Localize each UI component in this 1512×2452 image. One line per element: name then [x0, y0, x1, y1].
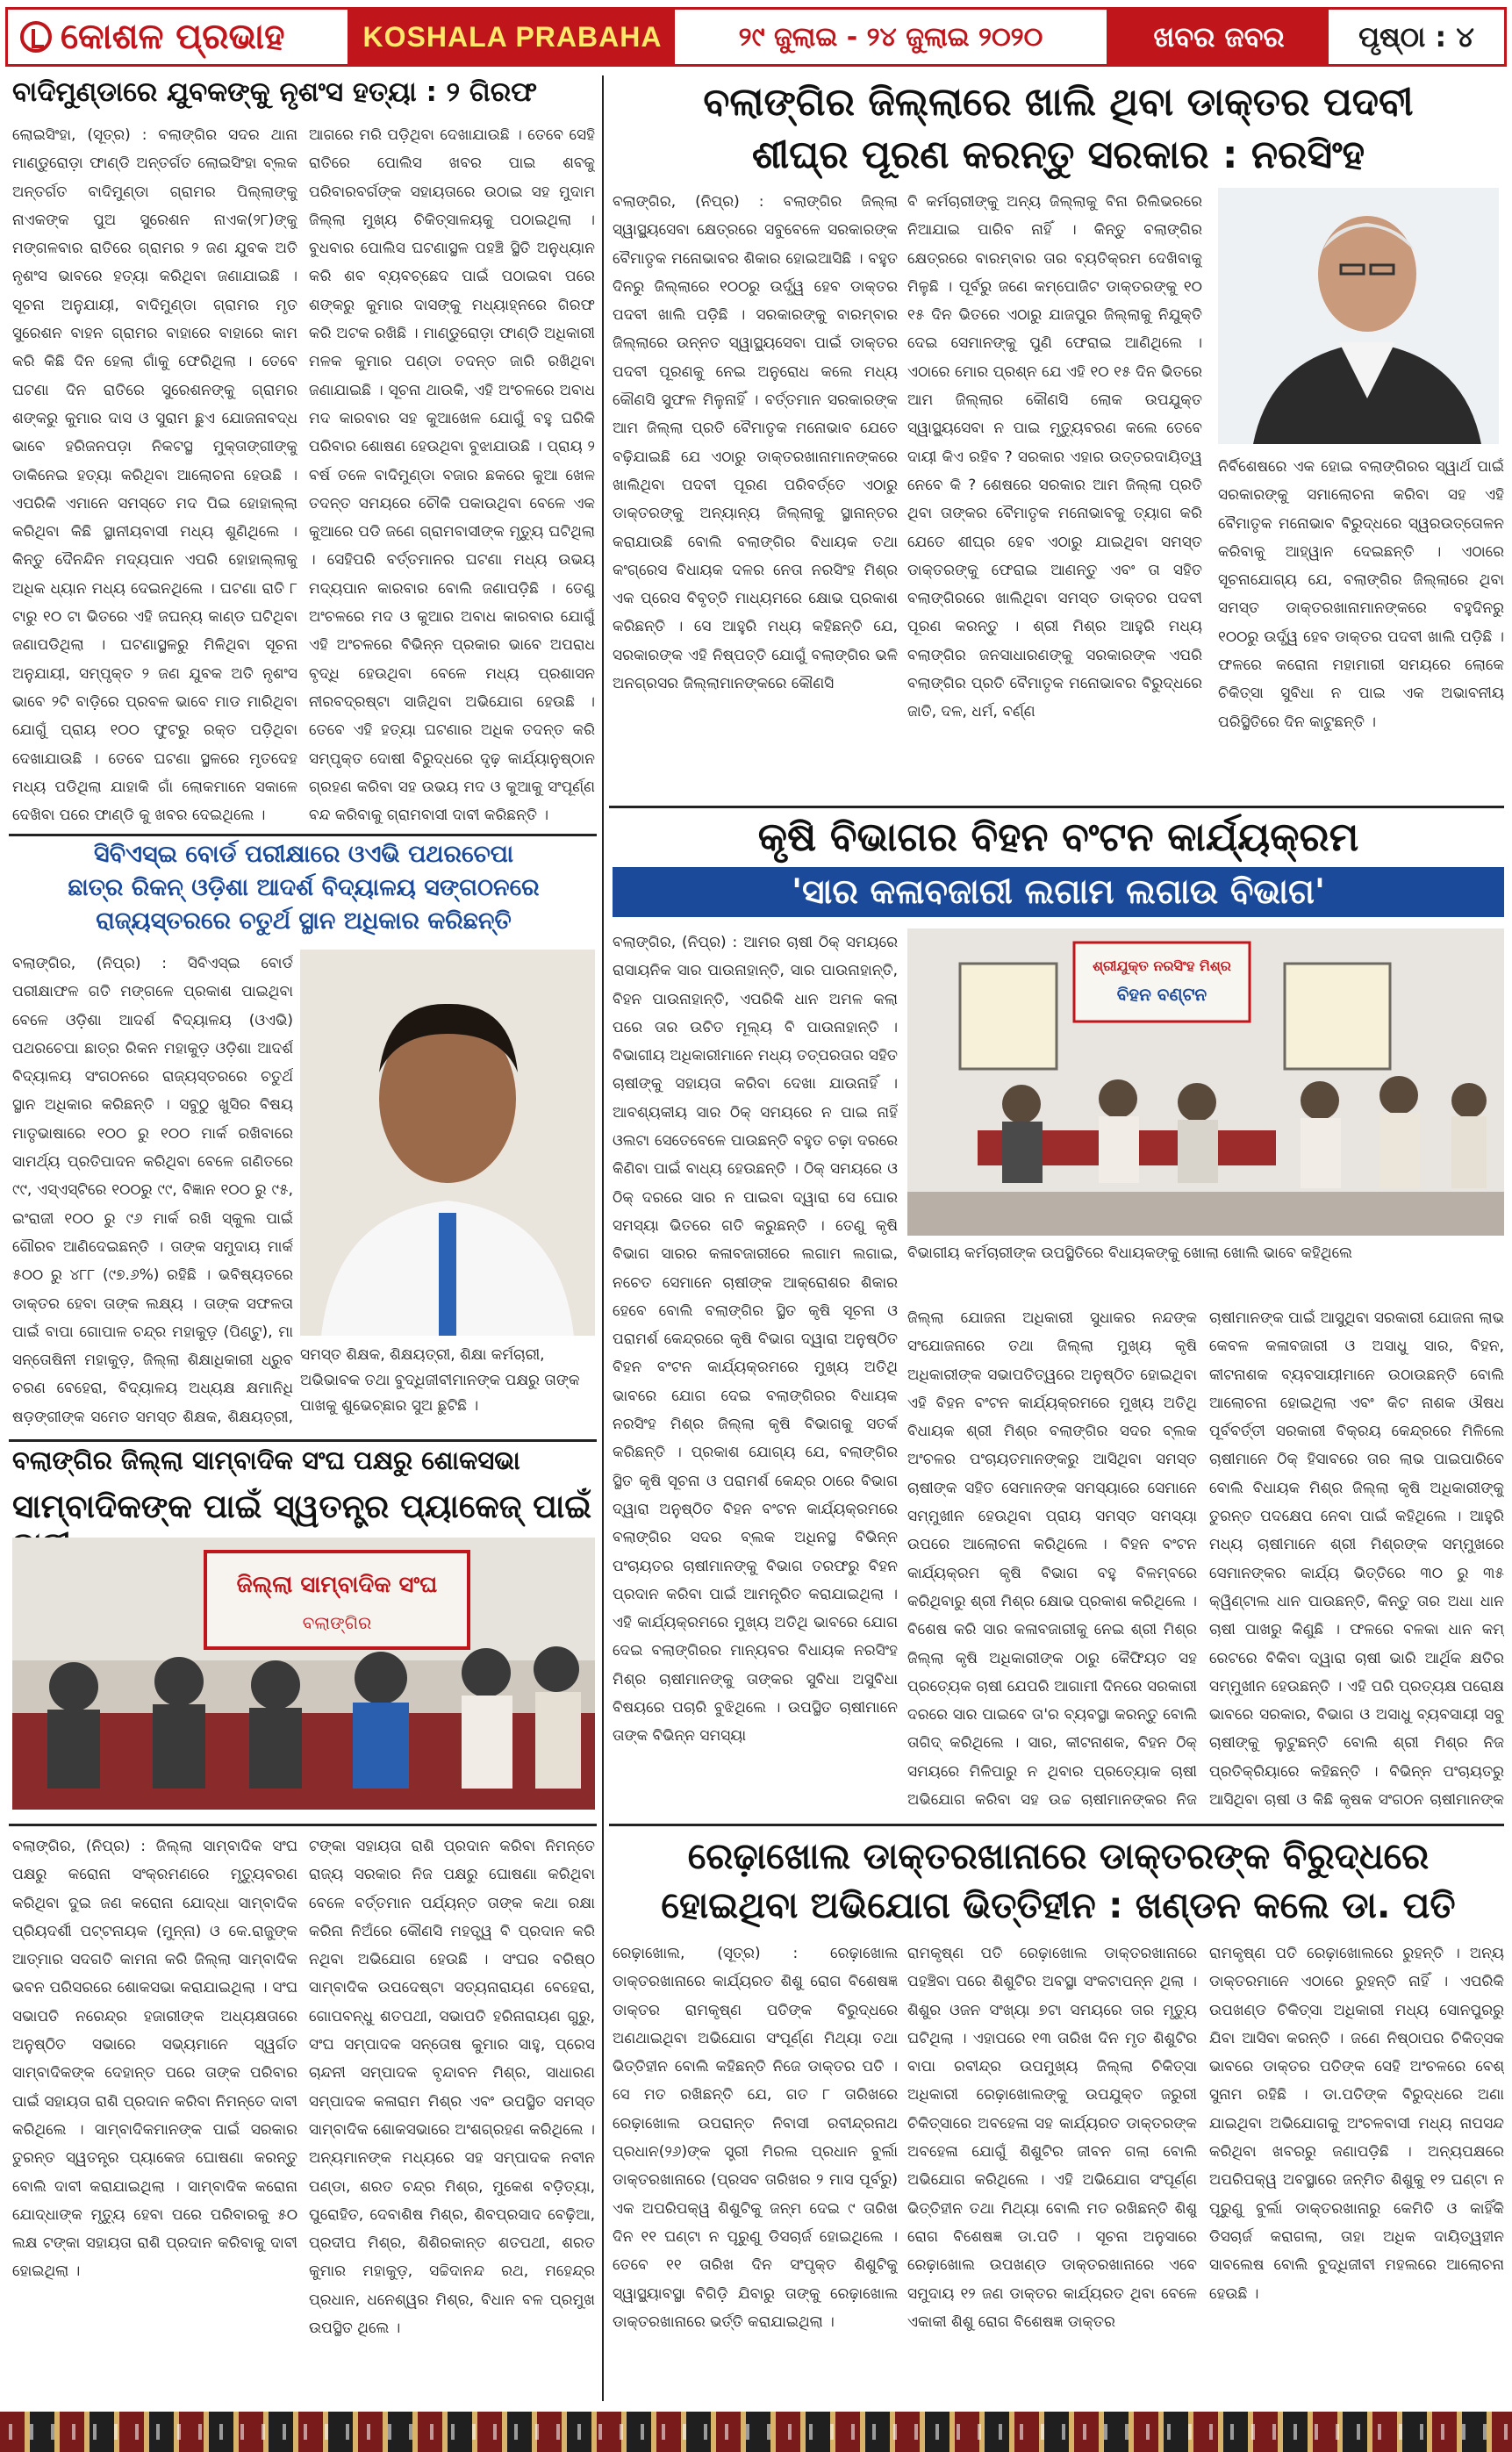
section-rule	[9, 834, 597, 836]
cbse-headline-line2: ଛାତ୍ର ରିକନ୍ ଓଡ଼ିଶା ଆଦର୍ଶ ବିଦ୍ୟାଳୟ ସଙ୍ଗଠନରେ	[68, 874, 540, 901]
photo-banner-line2: ବିହନ ବଣ୍ଟନ	[1116, 984, 1207, 1005]
section-rule	[9, 1439, 597, 1442]
condolence-meeting-photo	[12, 1538, 595, 1810]
reply-body-col3: ରାମକୃଷ୍ଣ ପତି ରେଢ଼ାଖୋଲରେ ରୁହନ୍ତି । ଅନ୍ୟ ଡାକ୍ତରମାନେ ଏଠାରେ ରୁହନ୍ତି ନାହିଁ । ଏପରିକି ଉପଖଣ୍ଡ ଚିକିତ୍ସା ଅଧିକାରୀ ମଧ୍ୟ ସୋନପୁରରୁ ଯିବା ଆସିବା କରନ୍ତି । ଜଣେ ନିଷ୍ଠାପର ଚିକିତ୍ସକ ଭାବରେ ଡାକ୍ତର ପତିଙ୍କ ସେହି ଅଂଚଳରେ ବେଶ୍ ସୁନାମ ରହିଛି । ଡା.ପତିଙ୍କ ବିରୁଦ୍ଧରେ ଅଣା ଯାଇଥିବା ଅଭିଯୋଗକୁ ଅଂଚଳବାସୀ ମଧ୍ୟ ନାପସନ୍ଦ କରିଥିବା ଖବରରୁ ଜଣାପଡ଼ିଛି । ଅନ୍ୟପକ୍ଷରେ ଅପରିପକ୍ୱ ଅବସ୍ଥାରେ ଜନ୍ମିତ ଶିଶୁକୁ ୧୨ ଘଣ୍ଟା ନ ପୂରୁଣୁ ବୁର୍ଲା ଡାକ୍ତରଖାନାରୁ କେମିତି ଓ କାହିଁକି ଡିସଚାର୍ଜ କରାଗଲା, ତାହା ଅଧିକ ଦାୟିତ୍ୱହୀନ ସାବଲେଷ ବୋଲି ବୁଦ୍ଧିଜୀବୀ ମହଲରେ ଆଲୋଚନା ହେଉଛି ।	[1209, 1945, 1504, 2303]
cbse-body: ବଲାଙ୍ଗିର, (ନିପ୍ର) : ସିବିଏସ୍‌ଇ ବୋର୍ଡ ପରୀକ୍ଷାଫଳ ଗତି ମଙ୍ଗଳେ ପ୍ରକାଶ ପାଇଥିବା ବେଳେ ଓଡ଼ିଶା ଆଦର୍ଶ ବିଦ୍ୟାଳୟ (ଓଏଭି) ପଥରଚେପା ଛାତ୍ର ରିକନ ମହାକୁଡ଼ ଓଡ଼ିଶା ଆଦର୍ଶ ବିଦ୍ୟାଳୟ ସଂଗଠନରେ ରାଜ୍ୟସ୍ତରରେ ଚତୁର୍ଥ ସ୍ଥାନ ଅଧିକାର କରିଛନ୍ତି । ସବୁଠୁ ଖୁସିର ବିଷୟ ମାତୃଭାଷାରେ ୧୦୦ ରୁ ୧୦୦ ମାର୍କ ରଖିବାରେ ସାମର୍ଥ୍ୟ ପ୍ରତିପାଦନ କରିଥିବା ବେଳେ ଗଣିତରେ ୯୯, ଏସ୍‌ଏସ୍‌ଟିରେ ୧୦୦ରୁ ୯୯, ବିଜ୍ଞାନ ୧୦୦ ରୁ ୯୫, ଇଂରାଜୀ ୧୦୦ ରୁ ୯୬ ମାର୍କ ରଖି ସ୍କୁଲ ପାଇଁ ଗୌରବ ଆଣିଦେଇଛନ୍ତି । ତାଙ୍କ ସମୁଦାୟ ମାର୍କ ୫୦୦ ରୁ ୪୮୮ (୯୭.୬%) ରହିଛି । ଭବିଷ୍ୟତରେ ଡାକ୍ତର ହେବା ତାଙ୍କ ଲକ୍ଷ୍ୟ । ତାଙ୍କ ସଫଳତା ପାଇଁ ବାପା ଗୋପାଳ ଚନ୍ଦ୍ର ମହାକୁଡ଼ (ପିଣ୍ଟୁ), ମା ସନ୍ତୋଷିନୀ ମହାକୁଡ଼, ଜିଲ୍ଲା ଶିକ୍ଷାଧିକାରୀ ଧ୍ରୁବ ଚରଣ ବେହେରା, ବିଦ୍ୟାଳୟ ଅଧ୍ୟକ୍ଷ କ୍ଷମାନିଧି ଷଡ଼ଙ୍ଗୀଙ୍କ ସମେତ ସମସ୍ତ ଶିକ୍ଷକ, ଶିକ୍ଷୟତ୍ରୀ,	[12, 955, 293, 1426]
decorative-footer-border	[0, 2412, 1512, 2452]
agri-intro: ବଲାଙ୍ଗିର, (ନିପ୍ର) : ଆମର ଚାଷୀ ଠିକ୍ ସମୟରେ ରାସାୟନିକ ସାର ପାଉନାହାନ୍ତି, ସାର ପାଉନାହାନ୍ତି, ବିହନ ପାଉନାହାନ୍ତି, ଏପରିକି ଧାନ ଅମଳ କଲା ପରେ ତାର ଉଚିତ ମୂଲ୍ୟ ବି ପାଉନାହାନ୍ତି । ବିଭାଗୀୟ ଅଧିକାରୀମାନେ ମଧ୍ୟ ତତ୍ପରତାର ସହିତ ଚାଷୀଙ୍କୁ ସହାୟତା କରିବା ଦେଖା ଯାଉନାହିଁ । ଆବଶ୍ୟକୀୟ ସାର ଠିକ୍ ସମୟରେ ନ ପାଇ ନାହିଁ ଓଲଟା ସେତେବେଳେ ପାଉଛନ୍ତି ବହୁତ ଚଢ଼ା ଦରରେ କିଣିବା ପାଇଁ ବାଧ୍ୟ ହେଉଛନ୍ତି । ଠିକ୍ ସମୟରେ ଓ ଠିକ୍ ଦରରେ ସାର ନ ପାଇବା ଦ୍ୱାରା ସେ ଘୋର ସମସ୍ୟା ଭିତରେ ଗତି କରୁଛନ୍ତି । ତେଣୁ କୃଷି ବିଭାଗ ସାରର କଳାବଜାରୀରେ ଲଗାମ ଲଗାଇ, ନଚେତ ସେମାନେ ଚାଷୀଙ୍କ ଆକ୍ରୋଶର ଶିକାର ହେବେ ବୋଲି ବଲାଙ୍ଗିର ସ୍ଥିତ କୃଷି ସୂଚନା ଓ ପରାମର୍ଶ କେନ୍ଦ୍ରରେ କୃଷି ବିଭାଗ ଦ୍ୱାରା ଅନୁଷ୍ଠିତ ବିହନ ବଂଟନ କାର୍ଯ୍ୟକ୍ରମରେ ମୁଖ୍ୟ ଅତିଥି ଭାବରେ ଯୋଗ ଦେଇ ବଲାଙ୍ଗିରର ବିଧାୟକ ନରସିଂହ ମିଶ୍ର ଜିଲ୍ଲା କୃଷି ବିଭାଗକୁ ସତର୍କ କରିଛନ୍ତି । ପ୍ରକାଶ ଯୋଗ୍ୟ ଯେ, ବଲାଙ୍ଗିର ସ୍ଥିତ କୃଷି ସୂଚନା ଓ ପରାମର୍ଶ କେନ୍ଦ୍ର ଠାରେ ବିଭାଗ ଦ୍ୱାରା ଅନୁଷ୍ଠିତ ବିହନ ବଂଟନ କାର୍ଯ୍ୟକ୍ରମରେ ବଲାଙ୍ଗିର ସଦର ବ୍ଲକ ଅଧିନସ୍ଥ ବିଭିନ୍ନ ପଂଚାୟତର ଚାଷୀମାନଙ୍କୁ ବିଭାଗ ତରଫରୁ ବିହନ ପ୍ରଦାନ କରିବା ପାଇଁ ଆମନ୍ତ୍ରିତ କରାଯାଇଥିଲା । ଏହି କାର୍ଯ୍ୟକ୍ରମରେ ମୁଖ୍ୟ ଅତିଥି ଭାବରେ ଯୋଗ ଦେଇ ବଲାଙ୍ଗିରର ମାନ୍ୟବର ବିଧାୟକ ନରସିଂହ ମିଶ୍ର ଚାଷୀମାନଙ୍କୁ ତାଙ୍କର ସୁବିଧା ଅସୁବିଧା ବିଷୟରେ ପଚାରି ବୁଝିଥିଲେ । ଉପସ୍ଥିତ ଚାଷୀମାନେ ତାଙ୍କ ବିଭିନ୍ନ ସମସ୍ୟା	[613, 934, 898, 1746]
photo-banner-line1: ଶ୍ରୀଯୁକ୍ତ ନରସିଂହ ମିଶ୍ର	[1093, 957, 1231, 974]
student-photo	[300, 950, 595, 1336]
masthead-logo	[8, 10, 350, 64]
reply-headline-line2: ହୋଇଥିବା ଅଭିଯୋଗ ଭିତ୍ତିହୀନ : ଖଣ୍ଡନ କଲେ ଡା. ପତି	[661, 1884, 1456, 1926]
newspaper-logo-icon	[20, 21, 52, 53]
banner-title-text: ଜିଲ୍ଲା ସାମ୍ବାଦିକ ସଂଘ	[236, 1572, 438, 1598]
seed-distribution-photo	[907, 928, 1504, 1236]
issue-date: ୨୯ ଜୁଲାଇ - ୨୪ ଜୁଲାଇ ୨୦୨୦	[675, 10, 1109, 64]
agri-photo-caption: ବିଭାଗୀୟ କର୍ମଚାରୀଙ୍କ ଉପସ୍ଥିତିରେ ବିଧାୟକଙ୍କୁ ଖୋଲା ଖୋଲି ଭାବେ କହିଥିଲେ	[907, 1244, 1352, 1262]
section-rule	[9, 1824, 597, 1826]
cbse-headline-line1: ସିବିଏସ୍‌ଇ ବୋର୍ଡ ପରୀକ୍ଷାରେ ଓଏଭି ପଥରଚେପା	[93, 841, 514, 868]
murder-body-right: ଆଗରେ ମରି ପଡ଼ିଥିବା ଦେଖାଯାଉଛି । ତେବେ ସେହି ରାତିରେ ପୋଲିସ ଖବର ପାଇ ଶବକୁ ପରିବାରବର୍ଗଙ୍କ ସହାୟତାରେ ଉଠାଇ ସହ ମୁଦାମ ଜିଲ୍ଲା ମୁଖ୍ୟ ଚିକିତ୍ସାଳୟକୁ ପଠାଇଥିଲା । ବୁଧବାର ପୋଲିସ ଘଟଣାସ୍ଥଳ ପହଞ୍ଚି ସ୍ଥିତି ଅନୁଧ୍ୟାନ କରି ଶବ ବ୍ୟବଚ୍ଛେଦ ପାଇଁ ପଠାଇବା ପରେ ଶଙ୍କରୁ କୁମାର ଦାସଙ୍କୁ ମଧ୍ୟାହ୍ନରେ ଗିରଫ କରି ଅଟକ ରଖିଛି । ମାଣ୍ଡୁରୋଡ଼ା ଫାଣ୍ଡି ଅଧିକାରୀ ମଳକ କୁମାର ପଣ୍ଡା ତଦନ୍ତ ଜାରି ରଖିଥିବା ଜଣାଯାଇଛି । ସୂଚନା ଥାଉକି, ଏହି ଅଂଚଳରେ ଅବାଧ ମଦ କାରବାର ସହ କୁଆଖେଳ ଯୋଗୁଁ ବହୁ ଘରିକି ପରିବାର ଶୋଷଣ ହେଉଥିବା ବୁଝାଯାଉଛି । ପ୍ରାୟ ୨ ବର୍ଷ ତଳେ ବାଦିମୁଣ୍ଡା ବଜାର ଛକରେ କୁଆ ଖେଳ ତଦନ୍ତ ସମୟରେ ଚୌକି ପକାଉଥିବା ବେଳେ ଏକ କୁଆରେ ପଡି ଜଣେ ଗ୍ରାମବାସୀଙ୍କ ମୃତ୍ୟୁ ଘଟିଥିଲା । ସେହିପରି ବର୍ତ୍ତମାନର ଘଟଣା ମଧ୍ୟ ଉଭୟ ମଦ୍ୟପାନ କାରବାର ବୋଲି ଜଣାପଡ଼ିଛି । ତେଣୁ ଅଂଚଳରେ ମଦ ଓ କୁଆର ଅବାଧ କାରବାର ଯୋଗୁଁ ଏହି ଅଂଚଳରେ ବିଭିନ୍ନ ପ୍ରକାର ଭାବେ ଅପରାଧ ବୃଦ୍ଧି ହେଉଥିବା ବେଳେ ମଧ୍ୟ ପ୍ରଶାସନ ନୀରବଦ୍ରଷ୍ଟା ସାଜିଥିବା ଅଭିଯୋଗ ହେଉଛି । ତେବେ ଏହି ହତ୍ୟା ଘଟଣାର ଅଧିକ ତଦନ୍ତ କରି ସମ୍ପୃକ୍ତ ଦୋଷୀ ବିରୁଦ୍ଧରେ ଦୃଢ଼ କାର୍ଯ୍ୟାନୁଷ୍ଠାନ ଗ୍ରହଣ କରିବା ସହ ଉଭୟ ମଦ ଓ କୁଆକୁ ସଂପୂର୍ଣ୍ଣ ବନ୍ଦ କରିବାକୁ ଗ୍ରାମବାସୀ ଦାବୀ କରିଛନ୍ତି ।	[309, 126, 595, 825]
banner-sub-text: ବଲାଙ୍ଗିର	[302, 1612, 372, 1633]
condolence-body-col2: ଟଙ୍କା ସହାୟତା ରାଶି ପ୍ରଦାନ କରିବା ନିମନ୍ତେ ରାଜ୍ୟ ସରକାର ନିଜ ପକ୍ଷରୁ ଘୋଷଣା କରିଥିବା ବେଳେ ବର୍ତ୍ତମାନ ପର୍ଯ୍ୟନ୍ତ ତାଙ୍କ କଥା ରକ୍ଷା କରିନା ନିଅଁରେ କୌଣସି ମହତ୍ତ୍ୱ ବି ପ୍ରଦାନ କରି ନଥିବା ଅଭିଯୋଗ ହେଉଛି । ସଂଘର ବରିଷ୍ଠ ସାମ୍ବାଦିକ ଉପଦେଷ୍ଟା ସତ୍ୟନାରାୟଣ ବେହେରା, ଗୋପବନ୍ଧୁ ଶତପଥୀ, ସଭାପତି ହରିନାରାୟଣ ଗୁରୁ, ସଂଘ ସମ୍ପାଦକ ସନ୍ତୋଷ କୁମାର ସାହୁ, ପ୍ରେସ ଚାନ୍ଦନୀ ସମ୍ପାଦକ ବୃନ୍ଦାବନ ମିଶ୍ର, ସାଧାରଣ ସମ୍ପାଦକ କଳାରାମ ମିଶ୍ର ଏବଂ ଉପସ୍ଥିତ ସମସ୍ତ ସାମ୍ବାଦିକ ଶୋକସଭାରେ ଅଂଶଗ୍ରହଣ କରିଥିଲେ । ଅନ୍ୟମାନଙ୍କ ମଧ୍ୟରେ ସହ ସମ୍ପାଦକ ନବୀନ ପଣ୍ଡା, ଶରତ ଚନ୍ଦ୍ର ମିଶ୍ର, ମୁକେଶ ବଡ଼ିତ୍ୟା, ପୁରୋହିତ, ଦେବାଶିଷ ମିଶ୍ର, ଶିବପ୍ରସାଦ ବେଢ଼ିଆ, ପ୍ରଦୀପ ମିଶ୍ର, ଶିଶିରକାନ୍ତ ଶତପଥୀ, ଶରତ କୁମାର ମହାକୁଡ଼, ସଚ୍ଚିଦାନନ୍ଦ ରଥ, ମହେନ୍ଦ୍ର ପ୍ରଧାନ, ଧନେଶ୍ୱର ମିଶ୍ର, ବିଧାନ ବଳ ପ୍ରମୁଖ ଉପସ୍ଥିତ ଥିଲେ ।	[309, 1838, 595, 2338]
column-rule	[602, 75, 604, 2401]
doctor-body-col1: ବଲାଙ୍ଗିର, (ନିପ୍ର) : ବଲାଙ୍ଗିର ଜିଲ୍ଲା ସ୍ୱାସ୍ଥ୍ୟସେବା କ୍ଷେତ୍ରରେ ସବୁବେଳେ ସରକାରଙ୍କ ବୈମାତୃକ ମନୋଭାବର ଶିକାର ହୋଇଆସିଛି । ବହୁତ ଦିନରୁ ଜିଲ୍ଲାରେ ୧୦୦ରୁ ଉର୍ଦ୍ଧ୍ୱ ହେବ ଡାକ୍ତର ପଦବୀ ଖାଲି ପଡ଼ିଛି । ସରକାରଙ୍କୁ ବାରମ୍ବାର ଜିଲ୍ଲାରେ ଉନ୍ନତ ସ୍ୱାସ୍ଥ୍ୟସେବା ପାଇଁ ଡାକ୍ତର ପଦବୀ ପୂରଣକୁ ନେଇ ଅନୁରୋଧ କଲେ ମଧ୍ୟ କୌଣସି ସୁଫଳ ମିଳୁନାହିଁ । ବର୍ତ୍ତମାନ ସରକାରଙ୍କ ଆମ ଜିଲ୍ଲା ପ୍ରତି ବୈମାତୃକ ମନୋଭାବ ଯେତେ ବଢ଼ିଯାଇଛି ଯେ ଏଠାରୁ ଡାକ୍ତରଖାନାମାନଙ୍କରେ ଖାଲିଥିବା ପଦବୀ ପୂରଣ ପରିବର୍ତ୍ତେ ଏଠାରୁ ଡାକ୍ତରଙ୍କୁ ଅନ୍ୟାନ୍ୟ ଜିଲ୍ଲାକୁ ସ୍ଥାନାନ୍ତର କରାଯାଉଛି ବୋଲି ବଲାଙ୍ଗିର ବିଧାୟକ ତଥା କଂଗ୍ରେସ ବିଧାୟକ ଦଳର ନେତା ନରସିଂହ ମିଶ୍ର ଏକ ପ୍ରେସ ବିବୃତ୍ତି ମାଧ୍ୟମରେ କ୍ଷୋଭ ପ୍ରକାଶ କରିଛନ୍ତି । ସେ ଆହୁରି ମଧ୍ୟ କହିଛନ୍ତି ଯେ, ସରକାରଙ୍କ ଏହି ନିଷ୍ପତ୍ତି ଯୋଗୁଁ ବଲାଙ୍ଗିର ଭଳି ଅନଗ୍ରସର ଜିଲ୍ଲାମାନଙ୍କରେ କୌଣସି	[613, 193, 898, 693]
mla-portrait-photo	[1218, 188, 1499, 444]
condolence-subhead: ସାମ୍ବାଦିକଙ୍କ ପାଇଁ ସ୍ୱତନ୍ତ୍ର ପ୍ୟାକେଜ୍ ପାଇଁ	[12, 1488, 592, 1525]
reply-body-col1: ରେଢ଼ାଖୋଲ, (ସୂତ୍ର) : ରେଢ଼ାଖୋଲ ଡାକ୍ତରଖାନାରେ କାର୍ଯ୍ୟରତ ଶିଶୁ ରୋଗ ବିଶେଷଜ୍ଞ ଡାକ୍ତର ରାମକୃଷ୍ଣ ପତିଙ୍କ ବିରୁଦ୍ଧରେ ଅଣଥାଇଥିବା ଅଭିଯୋଗ ସଂପୂର୍ଣ୍ଣ ମିଥ୍ୟା ତଥା ଭିତ୍ତିହୀନ ବୋଲି କହିଛନ୍ତି ନିଜେ ଡାକ୍ତର ପତି । ସେ ମତ ରଖିଛନ୍ତି ଯେ, ଗତ ୮ ତାରିଖରେ ରେଢ଼ାଖୋଲ ଉପରାନ୍ତ ନିବାସୀ ରବୀନ୍ଦ୍ରନାଥ ପ୍ରଧାନ(୨୬)ଙ୍କ ସ୍ତ୍ରୀ ମିରଲ ପ୍ରଧାନ ବୁର୍ଲା ଡାକ୍ତରଖାନାରେ (ପ୍ରସବ ତାରିଖର ୨ ମାସ ପୂର୍ବରୁ) ଏକ ଅପରିପକ୍ୱ ଶିଶୁଟିକୁ ଜନ୍ମ ଦେଇ ୯ ତାରିଖ ଦିନ ୧୧ ଘଣ୍ଟା ନ ପୂରୁଣୁ ଡିସଚାର୍ଜ ହୋଇଥିଲେ । ତେବେ ୧୧ ତାରିଖ ଦିନ ସଂପୃକ୍ତ ଶିଶୁଟିକୁ ସ୍ୱାସ୍ଥ୍ୟାବସ୍ଥା ବିଗିଡ଼ି ଯିବାରୁ ତାଙ୍କୁ ରେଢ଼ାଖୋଲ ଡାକ୍ତରଖାନାରେ ଭର୍ତ୍ତି କରାଯାଇଥିଲା ।	[613, 1945, 898, 2331]
section-name: ଖବର ଜବର	[1109, 10, 1329, 64]
english-name: KOSHALA PRABAHA	[350, 10, 675, 64]
doctor-headline-line2: ଶୀଘ୍ର ପୂରଣ କରନ୍ତୁ ସରକାର : ନରସିଂହ	[751, 133, 1365, 177]
murder-body-left: ଲୋଇସିଂହା, (ସୂତ୍ର) : ବଲାଙ୍ଗିର ସଦର ଥାନା ମାଣ୍ଡୁରୋଡ଼ା ଫାଣ୍ଡି ଅନ୍ତର୍ଗତ ଲୋଇସିଂହା ବ୍ଲକ ଅନ୍ତର୍ଗତ ବାଦିମୁଣ୍ଡା ଗ୍ରାମର ପିଲ୍ଲାଙ୍କୁ ନାଏକଙ୍କ ପୁଅ ସୁରେଶନ ନାଏକ(୨୮)ଙ୍କୁ ମଙ୍ଗଳବାର ରାତିରେ ଗ୍ରାମର ୨ ଜଣ ଯୁବକ ଅତି ନୃଶଂସ ଭାବରେ ହତ୍ୟା କରିଥିବା ଜଣାଯାଇଛି । ସୂଚନା ଅନୁଯାୟୀ, ବାଦିମୁଣ୍ଡା ଗ୍ରାମର ମୃତ ସୁରେଶନ ବାହନ ଗ୍ରାମର ବାହାରେ ବାହାରେ କାମ କରି କିଛି ଦିନ ହେଲା ଗାଁକୁ ଫେରିଥିଲା । ତେବେ ଘଟଣା ଦିନ ରାତିରେ ସୁରେଶନଙ୍କୁ ଗ୍ରାମର ଶଙ୍କରୁ କୁମାର ଦାସ ଓ ସୁରାମ ଛୁଏ ଯୋଜନାବଦ୍ଧ ଭାବେ ହରିଜନପଡ଼ା ନିକଟସ୍ଥ ମୁକ୍ତାଙ୍ଗୀଙ୍କୁ ଡାକିନେଇ ହତ୍ୟା କରିଥିବା ଆଲୋଚନା ହେଉଛି । ଏପରିକି ଏମାନେ ସମସ୍ତେ ମଦ ପିଇ ହୋହାଲ୍ଲା କରିଥିବା କିଛି ସ୍ଥାନୀୟବାସୀ ମଧ୍ୟ ଶୁଣିଥିଲେ । କିନ୍ତୁ ଦୈନନ୍ଦିନ ମଦ୍ୟପାନ ଏପରି ହୋହାଲ୍ଲାକୁ ଅଧିକ ଧ୍ୟାନ ମଧ୍ୟ ଦେଇନଥିଲେ । ଘଟଣା ରାତି ୮ ଟାରୁ ୧୦ ଟା ଭିତରେ ଏହି ଜଘନ୍ୟ କାଣ୍ଡ ଘଟିଥିବା ଜଣାପଡିଥିଲା । ଘଟଣାସ୍ଥଳରୁ ମିଳିଥିବା ସୂଚନା ଅନୁଯାୟୀ, ସମ୍ପୃକ୍ତ ୨ ଜଣ ଯୁବକ ଅତି ନୃଶଂସ ଭାବେ ୨ଟି ବାଡ଼ିରେ ପ୍ରବଳ ଭାବେ ମାଡ ମାରିଥିବା ଯୋଗୁଁ ପ୍ରାୟ ୧୦୦ ଫୁଟରୁ ରକ୍ତ ପଡ଼ିଥିବା ଦେଖାଯାଉଛି । ତେବେ ଘଟଣା ସ୍ଥଳରେ ମୃତଦେହ ମଧ୍ୟ ପଡିଥିଲା ଯାହାକି ଗାଁ ଲୋକମାନେ ସକାଳେ ଦେଖିବା ପରେ ଫାଣ୍ଡି କୁ ଖବର ଦେଇଥିଲେ ।	[12, 126, 297, 825]
logo-text: କୋଶଳ ପ୍ରଭାହ	[61, 17, 285, 57]
section-rule	[609, 806, 1504, 808]
reply-body-col2: ରାମକୃଷ୍ଣ ପତି ରେଢ଼ାଖୋଲ ଡାକ୍ତରଖାନାରେ ପହଞ୍ଚିବା ପରେ ଶିଶୁଟିର ଅବସ୍ଥା ସଂକଟାପନ୍ନ ଥିଲା । ଶିଶୁର ଓଜନ ସଂଖ୍ୟା ୭ଟା ସମୟରେ ତାର ମୃତ୍ୟୁ ଘଟିଥିଲା । ଏହାପରେ ୧୩ ତାରିଖ ଦିନ ମୃତ ଶିଶୁଟିର ବାପା ରବୀନ୍ଦ୍ର ଉପମୁଖ୍ୟ ଜିଲ୍ଲା ଚିକିତ୍ସା ଅଧିକାରୀ ରେଢ଼ାଖୋଲଙ୍କୁ ଉପଯୁକ୍ତ ଜରୁରୀ ଚିକିତ୍ସାରେ ଅବହେଳା ସହ କାର୍ଯ୍ୟରତ ଡାକ୍ତରଙ୍କ ଅବହେଳା ଯୋଗୁଁ ଶିଶୁଟିର ଜୀବନ ଗଲା ବୋଲି ଅଭିଯୋଗ କରିଥିଲେ । ଏହି ଅଭିଯୋଗ ସଂପୂର୍ଣ୍ଣ ଭିତ୍ତିହୀନ ତଥା ମିଥ୍ୟା ବୋଲି ମତ ରଖିଛନ୍ତି ଶିଶୁ ରୋଗ ବିଶେଷଜ୍ଞ ଡା.ପତି । ସୂଚନା ଅନୁସାରେ ରେଢ଼ାଖୋଲ ଉପଖଣ୍ଡ ଡାକ୍ତରଖାନାରେ ଏବେ ସମୁଦାୟ ୧୨ ଜଣ ଡାକ୍ତର କାର୍ଯ୍ୟରତ ଥିବା ବେଳେ ଏକାକୀ ଶିଶୁ ରୋଗ ବିଶେଷଜ୍ଞ ଡାକ୍ତର	[907, 1945, 1197, 2331]
reply-headline-line1: ରେଢ଼ାଖୋଲ ଡାକ୍ତରଖାନାରେ ଡାକ୍ତରଙ୍କ ବିରୁଦ୍ଧରେ	[687, 1835, 1430, 1877]
murder-headline: ବାଦିମୁଣ୍ଡାରେ ଯୁବକଙ୍କୁ ନୃଶଂସ ହତ୍ୟା : ୨ ଗିରଫ	[12, 76, 537, 108]
agri-body-col3: ଚାଷୀମାନଙ୍କ ପାଇଁ ଆସୁଥିବା ସରକାରୀ ଯୋଜନା ଲାଭ କେବଳ କଳାବଜାରୀ ଓ ଅସାଧୁ ସାର, ବିହନ, କୀଟନାଶକ ବ୍ୟବସାୟୀମାନେ ଉଠାଉଛନ୍ତି ବୋଲି ଆଲୋଚନା ହୋଇଥିଲା ଏବଂ କିଟ ନାଶକ ଔଷଧ ପୂର୍ବବର୍ତ୍ତୀ ସରକାରୀ ବିକ୍ରୟ କେନ୍ଦ୍ରରେ ମିଳିଲେ ଚାଷୀମାନେ ଠିକ୍ ହିସାବରେ ତାର ଲାଭ ପାଇପାରିବେ ବୋଲି ବିଧାୟକ ମିଶ୍ର ଜିଲ୍ଲା କୃଷି ଅଧିକାରୀଙ୍କୁ ତୁରନ୍ତ ପଦକ୍ଷେପ ନେବା ପାଇଁ କହିଥିଲେ । ଆହୁରି ମଧ୍ୟ ଚାଷୀମାନେ ଶ୍ରୀ ମିଶ୍ରଙ୍କ ସମ୍ମୁଖରେ ସେମାନଙ୍କର କାର୍ଯ୍ୟ ଭିତ୍ତିରେ ୩୦ ରୁ ୩୫ କ୍ୱିଣ୍ଟାଲ ଧାନ ପାଉଛନ୍ତି, କିନ୍ତୁ ତାର ଅଧା ଧାନ ଚାଷୀ ପାଖରୁ କିଣୁଛି । ଫଳରେ ବଳକା ଧାନ କମ୍ ରେଟରେ ବିକିବା ଦ୍ୱାରା ଚାଷୀ ଭାରି ଆର୍ଥିକ କ୍ଷତିର ସମ୍ମୁଖୀନ ହେଉଛନ୍ତି । ଏହି ପରି ପ୍ରତ୍ୟକ୍ଷ ପରୋକ୍ଷ ଭାବରେ ସରକାର, ବିଭାଗ ଓ ଅସାଧୁ ବ୍ୟବସାୟୀ ସବୁ ଚାଷୀଙ୍କୁ ଲୁଟୁଛନ୍ତି ବୋଲି ଶ୍ରୀ ମିଶ୍ର ନିଜ ପ୍ରତିକ୍ରିୟାରେ କହିଛନ୍ତି । ବିଭିନ୍ନ ପଂଚାୟତରୁ ଆସିଥିବା ଚାଷୀ ଓ କିଛି କୃଷକ ସଂଗଠନ ଚାଷୀମାନଙ୍କ	[1209, 1309, 1504, 1810]
agri-headline-line1: କୃଷି ବିଭାଗର ବିହନ ବଂଟନ କାର୍ଯ୍ୟକ୍ରମ	[757, 814, 1359, 860]
masthead	[5, 7, 1507, 67]
cbse-headline-line3: ରାଜ୍ୟସ୍ତରରେ ଚତୁର୍ଥ ସ୍ଥାନ ଅଧିକାର କରିଛନ୍ତି	[96, 907, 512, 935]
page-number: ପୃଷ୍ଠା : ୪	[1329, 10, 1504, 64]
condolence-body-col1: ବଲାଙ୍ଗିର, (ନିପ୍ର) : ଜିଲ୍ଲା ସାମ୍ବାଦିକ ସଂଘ ପକ୍ଷରୁ କରୋନା ସଂକ୍ରମଣରେ ମୃତ୍ୟୁବରଣ କରିଥିବା ଦୁଇ ଜଣ କରୋନା ଯୋଦ୍ଧା ସାମ୍ବାଦିକ ପ୍ରିୟଦର୍ଶୀ ପଟ୍ଟନାୟକ (ମୁନ୍ନା) ଓ କେ.ରାଜୁଙ୍କ ଆତ୍ମାର ସଦଗତି କାମନା କରି ଜିଲ୍ଲା ସାମ୍ବାଦିକ ଭବନ ପରିସରରେ ଶୋକସଭା କରାଯାଇଥିଲା । ସଂଘ ସଭାପତି ନରେନ୍ଦ୍ର ହଜାରୀଙ୍କ ଅଧ୍ୟକ୍ଷତାରେ ଅନୁଷ୍ଠିତ ସଭାରେ ସଭ୍ୟମାନେ ସ୍ୱର୍ଗତ ସାମ୍ବାଦିକଙ୍କ ଦେହାନ୍ତ ପରେ ତାଙ୍କ ପରିବାର ପାଇଁ ସହାୟତା ରାଶି ପ୍ରଦାନ କରିବା ନିମନ୍ତେ ଦାବୀ କରିଥିଲେ । ସାମ୍ବାଦିକମାନଙ୍କ ପାଇଁ ସରକାର ତୁରନ୍ତ ସ୍ୱତନ୍ତ୍ର ପ୍ୟାକେଜ ଘୋଷଣା କରନ୍ତୁ ବୋଲି ଦାବୀ କରାଯାଇଥିଲା । ସାମ୍ବାଦିକ କରୋନା ଯୋଦ୍ଧାଙ୍କ ମୃତ୍ୟୁ ହେବା ପରେ ପରିବାରକୁ ୫୦ ଲକ୍ଷ ଟଙ୍କା ସହାୟତା ରାଶି ପ୍ରଦାନ କରିବାକୁ ଦାବୀ ହୋଇଥିଲା ।	[12, 1838, 297, 2281]
condolence-headline: ବଲାଙ୍ଗିର ଜିଲ୍ଲା ସାମ୍ବାଦିକ ସଂଘ ପକ୍ଷରୁ ଶୋକସଭା	[12, 1445, 520, 1475]
doctor-headline-line1: ବଲାଙ୍ଗିର ଜିଲ୍ଲାରେ ଖାଲି ଥିବା ଡାକ୍ତର ପଦବୀ	[703, 80, 1414, 125]
section-rule	[609, 1824, 1504, 1826]
doctor-body-col3: ନିର୍ବିଶେଷରେ ଏକ ହୋଇ ବଲାଙ୍ଗିରର ସ୍ୱାର୍ଥ ପାଇଁ ସରକାରଙ୍କୁ ସମାଲୋଚନା କରିବା ସହ ଏହି ବୈମାତୃକ ମନୋଭାବ ବିରୁଦ୍ଧରେ ସ୍ୱରଉତ୍ତୋଳନ କରିବାକୁ ଆହ୍ୱାନ ଦେଇଛନ୍ତି । ଏଠାରେ ସୂଚନାଯୋଗ୍ୟ ଯେ, ବଲାଙ୍ଗିର ଜିଲ୍ଲାରେ ଥିବା ସମସ୍ତ ଡାକ୍ତରଖାନାମାନଙ୍କରେ ବହୁଦିନରୁ ୧୦୦ରୁ ଉର୍ଦ୍ଧ୍ୱ ହେବ ଡାକ୍ତର ପଦବୀ ଖାଲି ପଡ଼ିଛି । ଫଳରେ କରୋନା ମହାମାରୀ ସମୟରେ ଲୋକେ ଚିକିତ୍ସା ସୁବିଧା ନ ପାଇ ଏକ ଅଭାବନୀୟ ପରିସ୍ଥିତିରେ ଦିନ କାଟୁଛନ୍ତି ।	[1218, 458, 1504, 731]
agri-body-col2: ଜିଲ୍ଲା ଯୋଜନା ଅଧିକାରୀ ସୁଧାକର ନନ୍ଦଙ୍କ ସଂଯୋଜନାରେ ତଥା ଜିଲ୍ଲା ମୁଖ୍ୟ କୃଷି ଅଧିକାରୀଙ୍କ ସଭାପତିତ୍ୱରେ ଅନୁଷ୍ଠିତ ହୋଇଥିବା ଏହି ବିହନ ବଂଟନ କାର୍ଯ୍ୟକ୍ରମରେ ମୁଖ୍ୟ ଅତିଥି ବିଧାୟକ ଶ୍ରୀ ମିଶ୍ର ବଲାଙ୍ଗିର ସଦର ବ୍ଲକ ଅଂଚଳର ପଂଚାୟତମାନଙ୍କରୁ ଆସିଥିବା ସମସ୍ତ ଚାଷୀଙ୍କ ସହିତ ସେମାନଙ୍କ ସମସ୍ୟାରେ ସେମାନେ ସମ୍ମୁଖୀନ ହେଉଥିବା ପ୍ରାୟ ସମସ୍ତ ସମସ୍ୟା ଉପରେ ଆଲୋଚନା କରିଥିଲେ । ବିହନ ବଂଟନ କାର୍ଯ୍ୟକ୍ରମ କୃଷି ବିଭାଗ ବହୁ ବିଳମ୍ବରେ କରିଥିବାରୁ ଶ୍ରୀ ମିଶ୍ର କ୍ଷୋଭ ପ୍ରକାଶ କରିଥିଲେ । ବିଶେଷ କରି ସାର କଳାବଜାରୀକୁ ନେଇ ଶ୍ରୀ ମିଶ୍ର ଜିଲ୍ଲା କୃଷି ଅଧିକାରୀଙ୍କ ଠାରୁ କୈଫିୟତ ସହ ପ୍ରତ୍ୟେକ ଚାଷୀ ଯେପରି ଆଗାମୀ ଦିନରେ ସରକାରୀ ଦରରେ ସାର ପାଇବେ ତା'ର ବ୍ୟବସ୍ଥା କରନ୍ତୁ ବୋଲି ତାଗିଦ୍ କରିଥିଲେ । ସାର, କୀଟନାଶକ, ବିହନ ଠିକ୍ ସମୟରେ ମିଳିପାରୁ ନ ଥିବାର ପ୍ରତ୍ୟୋକ ଚାଷୀ ଅଭିଯୋଗ କରିବା ସହ ଉଚ୍ଚ ଚାଷୀମାନଙ୍କର ନିଜ	[907, 1309, 1197, 1810]
agri-headline-line2: 'ସାର କଳାବଜାରୀ ଲଗାମ ଲଗାଉ ବିଭାଗ'	[613, 867, 1504, 917]
student-photo-caption: ସମସ୍ତ ଶିକ୍ଷକ, ଶିକ୍ଷୟତ୍ରୀ, ଶିକ୍ଷା କର୍ମଚାରୀ, ଅଭିଭାବକ ତଥା ବୁଦ୍ଧିଜୀବୀମାନଙ୍କ ପକ୍ଷରୁ ତାଙ୍କ ପାଖକୁ ଶୁଭେଚ୍ଛାର ସୁଅ ଛୁଟିଛି ।	[300, 1346, 580, 1415]
doctor-body-col2: ବି କର୍ମଚାରୀଙ୍କୁ ଅନ୍ୟ ଜିଲ୍ଲାକୁ ବିନା ରିଲିଭରରେ ନିଆଯାଇ ପାରିବ ନାହିଁ । କିନ୍ତୁ ବଲାଙ୍ଗିର କ୍ଷେତ୍ରରେ ବାରମ୍ବାର ତାର ବ୍ୟତିକ୍ରମ ଦେଖିବାକୁ ମିଳୁଛି । ପୂର୍ବରୁ ଜଣେ କମ୍ପୋଜିଟ ଡାକ୍ତରଙ୍କୁ ୧୦ ୧୫ ଦିନ ଭିତରେ ଏଠାରୁ ଯାଜପୁର ଜିଲ୍ଲାକୁ ନିଯୁକ୍ତି ଦେଇ ସେମାନଙ୍କୁ ପୁଣି ଫେରାଇ ଆଣିଥିଲେ । ଏଠାରେ ମୋର ପ୍ରଶ୍ନ ଯେ ଏହି ୧୦ ୧୫ ଦିନ ଭିତରେ ଆମ ଜିଲ୍ଲାର କୌଣସି ଲୋକ ଉପଯୁକ୍ତ ସ୍ୱାସ୍ଥ୍ୟସେବା ନ ପାଇ ମୃତ୍ୟୁବରଣ କଲେ ତେବେ ଦାୟୀ କିଏ ରହିବ ? ସରକାର ଏହାର ଉତ୍ତରଦାୟିତ୍ୱ ନେବେ କି ? ଶେଷରେ ସରକାର ଆମ ଜିଲ୍ଲା ପ୍ରତି ଥିବା ତାଙ୍କର ବୈମାତୃକ ମନୋଭାବକୁ ତ୍ୟାଗ କରି ଯେତେ ଶୀଘ୍ର ହେବ ଏଠାରୁ ଯାଇଥିବା ସମସ୍ତ ଡାକ୍ତରଙ୍କୁ ଫେରାଇ ଆଣନ୍ତୁ ଏବଂ ତା ସହିତ ବଲାଙ୍ଗିରରେ ଖାଲିଥିବା ସମସ୍ତ ଡାକ୍ତର ପଦବୀ ପୂରଣ କରନ୍ତୁ । ଶ୍ରୀ ମିଶ୍ର ଆହୁରି ମଧ୍ୟ ବଲାଙ୍ଗିର ଜନସାଧାରଣଙ୍କୁ ସରକାରଙ୍କ ଏପରି ବଲାଙ୍ଗିର ପ୍ରତି ବୈମାତୃକ ମନୋଭାବର ବିରୁଦ୍ଧରେ ଜାତି, ଦଳ, ଧର୍ମ, ବର୍ଣ୍ଣ	[907, 193, 1202, 721]
